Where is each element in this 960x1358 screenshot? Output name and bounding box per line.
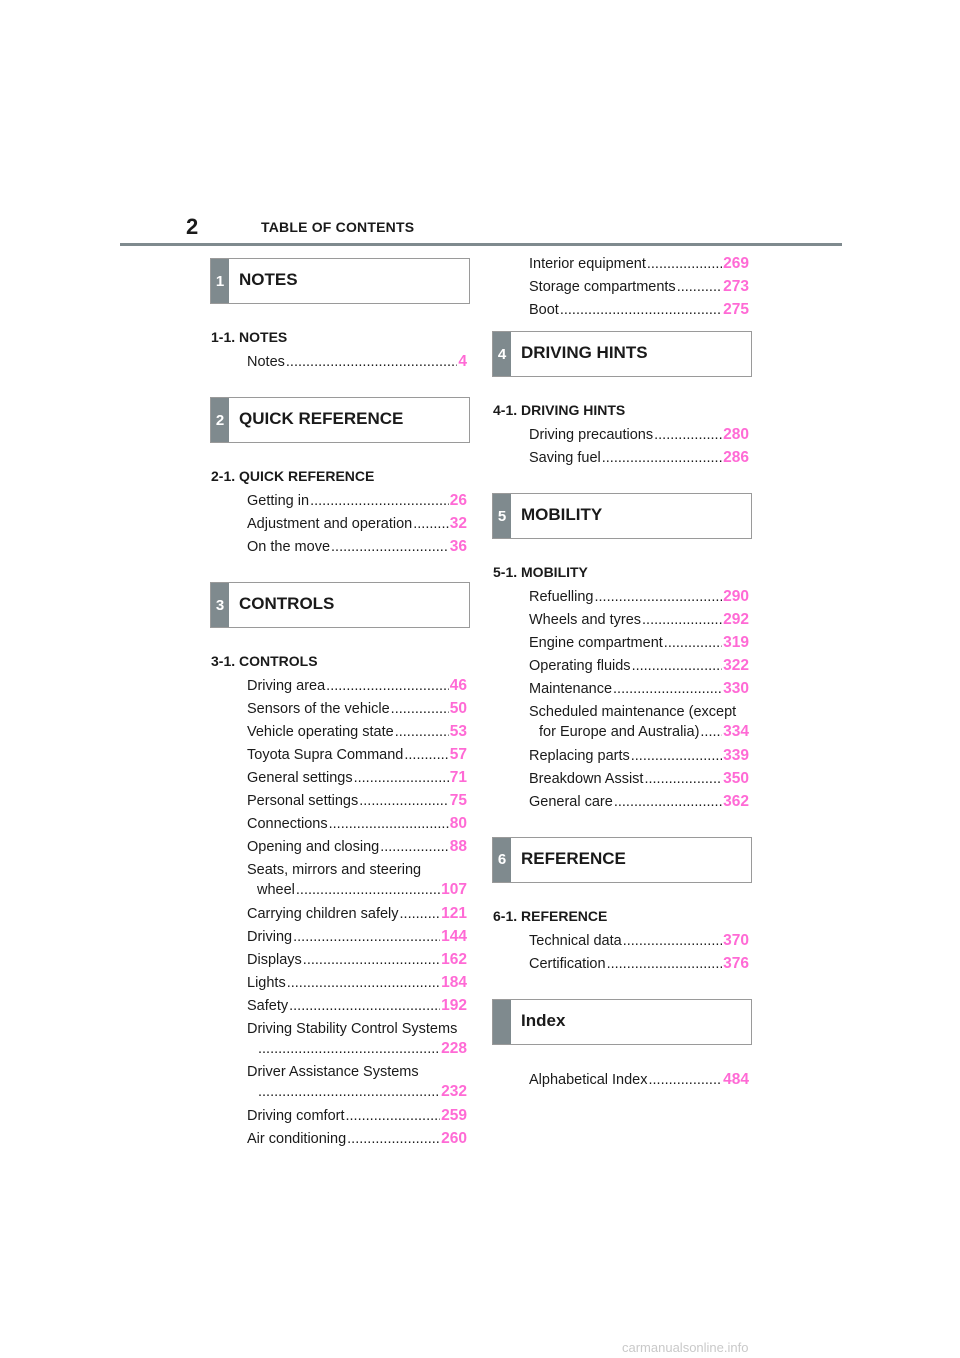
toc-entry-row <box>247 880 467 900</box>
toc-entry-row <box>247 973 467 993</box>
toc-entry-row <box>247 927 467 947</box>
toc-entry-row <box>529 448 749 468</box>
toc-page-link[interactable]: 370 <box>723 931 749 949</box>
toc-page-link[interactable]: 26 <box>449 492 467 509</box>
dot-leader <box>258 1082 440 1102</box>
toc-entry-label: Technical data <box>529 932 622 949</box>
section-title: DRIVING HINTS <box>521 343 648 362</box>
toc-entry-label: Getting in <box>247 493 310 509</box>
toc-page-link[interactable]: 290 <box>723 588 749 605</box>
toc-page-link[interactable]: 184 <box>441 973 467 991</box>
toc-page-link[interactable]: 260 <box>441 1129 467 1147</box>
toc-entry-label-cont: wheel <box>257 882 295 898</box>
toc-entry[interactable] <box>247 791 467 811</box>
section-box[interactable] <box>492 999 752 1045</box>
dot-leader <box>700 722 722 742</box>
toc-entry-row <box>247 768 467 788</box>
page-number: 2 <box>186 214 199 239</box>
toc-page-link[interactable]: 228 <box>441 1039 467 1057</box>
toc-entry-row <box>529 792 749 812</box>
toc-entry-label: Driving Stability Control Systems <box>247 1020 458 1037</box>
toc-page-link[interactable]: 53 <box>449 723 467 740</box>
section-tab: 3 <box>211 583 229 627</box>
toc-entry-row <box>247 676 467 696</box>
toc-entry-row <box>247 791 467 811</box>
toc-page-link[interactable]: 88 <box>449 838 467 855</box>
toc-entry-label: Air conditioning <box>247 1130 347 1147</box>
toc-entry-label: General care <box>529 793 613 810</box>
toc-entry[interactable] <box>529 633 749 653</box>
toc-entry-row <box>529 587 749 607</box>
toc-entry[interactable] <box>529 931 749 951</box>
toc-entry[interactable] <box>247 837 467 857</box>
toc-entry-row <box>529 679 749 699</box>
toc-page-link[interactable]: 339 <box>723 746 749 764</box>
toc-entry[interactable] <box>247 768 467 788</box>
toc-page-link[interactable]: 4 <box>458 353 467 370</box>
toc-page-link[interactable]: 322 <box>723 657 749 674</box>
section-title: REFERENCE <box>521 848 626 868</box>
toc-entry-row <box>247 352 467 372</box>
toc-page-link[interactable]: 362 <box>723 792 749 810</box>
toc-entry-label: General settings <box>247 770 353 786</box>
toc-page-link[interactable]: 269 <box>723 255 749 272</box>
toc-page-link[interactable]: 46 <box>449 677 467 694</box>
toc-entry[interactable] <box>529 769 749 789</box>
dot-leader <box>287 973 440 993</box>
page-title: TABLE OF CONTENTS <box>261 219 415 235</box>
toc-entry-row <box>247 745 467 765</box>
toc-page-link[interactable]: 376 <box>723 954 749 972</box>
toc-entry-row <box>247 814 467 834</box>
toc-entry[interactable] <box>529 254 749 274</box>
toc-page-link[interactable]: 144 <box>441 927 467 945</box>
toc-page-link[interactable]: 334 <box>723 723 749 740</box>
toc-entry[interactable] <box>529 679 749 699</box>
toc-entry-row <box>529 656 749 676</box>
toc-page-link[interactable]: 484 <box>723 1070 749 1088</box>
dot-leader <box>413 514 449 534</box>
toc-entry-label: Alphabetical Index <box>529 1071 648 1088</box>
section-title: Index <box>521 1010 566 1030</box>
toc-entry[interactable] <box>247 996 467 1016</box>
toc-entry[interactable] <box>529 1070 749 1090</box>
toc-page-link[interactable]: 162 <box>441 950 467 968</box>
toc-entry-label: Boot <box>529 302 559 318</box>
toc-entry-label: Sensors of the vehicle <box>247 701 390 717</box>
toc-entry[interactable] <box>529 746 749 766</box>
dot-leader <box>664 633 722 653</box>
toc-entry-row <box>247 950 467 970</box>
dot-leader <box>326 676 449 696</box>
section-title: CONTROLS <box>239 594 335 613</box>
toc-entry-label: Personal settings <box>247 793 359 809</box>
dot-leader <box>613 679 722 699</box>
toc-entry[interactable] <box>247 814 467 834</box>
toc-page-link[interactable]: 192 <box>441 996 467 1014</box>
dot-leader <box>286 352 457 372</box>
toc-entry-row <box>529 769 749 789</box>
toc-entry-row <box>247 1039 467 1059</box>
toc-page-link[interactable]: 292 <box>723 611 749 628</box>
toc-entry[interactable] <box>247 1019 467 1059</box>
toc-entry-row <box>247 996 467 1016</box>
section-title: NOTES <box>239 270 298 289</box>
toc-entry[interactable] <box>529 300 749 320</box>
toc-entry[interactable] <box>247 927 467 947</box>
dot-leader <box>289 996 440 1016</box>
toc-entry[interactable] <box>247 699 467 719</box>
toc-entry-row <box>247 1129 467 1149</box>
dot-leader <box>391 699 449 719</box>
toc-entry-row <box>529 746 749 766</box>
toc-entry-row <box>529 300 749 320</box>
toc-entry-label: Lights <box>247 974 286 991</box>
dot-leader <box>395 722 449 742</box>
dot-leader <box>631 746 722 766</box>
toc-entry-label: Interior equipment <box>529 256 646 272</box>
toc-page-link[interactable]: 232 <box>441 1083 467 1100</box>
dot-leader <box>677 277 722 297</box>
toc-page-link[interactable]: 121 <box>441 904 467 922</box>
toc-entry-label: Driving <box>247 928 293 945</box>
toc-entry[interactable] <box>247 352 467 372</box>
section-box[interactable] <box>492 493 752 539</box>
toc-entry-label: Adjustment and operation <box>247 516 413 532</box>
toc-entry[interactable] <box>247 860 467 900</box>
toc-entry-label: Maintenance <box>529 681 613 697</box>
toc-entry-label: Driving area <box>247 678 326 694</box>
dot-leader <box>331 537 449 557</box>
toc-entry-row <box>247 904 467 924</box>
toc-entry[interactable] <box>247 676 467 696</box>
toc-entry[interactable] <box>247 950 467 970</box>
toc-entry[interactable] <box>529 792 749 812</box>
toc-entry[interactable] <box>529 277 749 297</box>
toc-entry-label-cont: for Europe and Australia) <box>539 724 700 740</box>
section-box[interactable] <box>210 582 470 628</box>
toc-page-link[interactable]: 259 <box>441 1106 467 1124</box>
toc-entry-row <box>529 931 749 951</box>
toc-entry-label: Operating fluids <box>529 658 631 674</box>
toc-entry-label: Carrying children safely <box>247 905 399 922</box>
section-box[interactable] <box>210 258 470 304</box>
toc-entry-label: Displays <box>247 951 302 968</box>
toc-page-link[interactable]: 107 <box>441 881 467 898</box>
dot-leader <box>404 745 448 765</box>
toc-entry-row <box>247 837 467 857</box>
section-heading: 1-1. NOTES <box>211 329 288 345</box>
toc-page-link[interactable]: 57 <box>449 746 467 763</box>
toc-entry-row <box>247 1106 467 1126</box>
dot-leader <box>614 792 722 812</box>
toc-entry[interactable] <box>247 491 467 511</box>
toc-entry-label: Replacing parts <box>529 747 630 764</box>
toc-page-link[interactable]: 273 <box>723 278 749 295</box>
toc-entry[interactable] <box>529 656 749 676</box>
dot-leader <box>296 880 440 900</box>
toc-page-link[interactable]: 319 <box>723 634 749 651</box>
toc-entry-row <box>247 491 467 511</box>
toc-entry[interactable] <box>247 1062 467 1102</box>
toc-entry-label: Seats, mirrors and steering <box>247 862 422 878</box>
toc-entry[interactable] <box>247 973 467 993</box>
dot-leader <box>560 300 722 320</box>
toc-entry-label: Notes <box>247 354 285 370</box>
dot-leader <box>632 656 723 676</box>
dot-leader <box>354 768 449 788</box>
toc-entry-label: Driver Assistance Systems <box>247 1064 419 1080</box>
toc-page-link[interactable]: 75 <box>449 792 467 809</box>
toc-entry-label: Saving fuel <box>529 450 601 466</box>
toc-entry[interactable] <box>247 722 467 742</box>
toc-page-link[interactable]: 330 <box>723 680 749 697</box>
header-rule <box>120 243 842 246</box>
toc-entry[interactable] <box>529 425 749 445</box>
toc-entry-label: Refuelling <box>529 589 594 605</box>
toc-entry-label: On the move <box>247 539 331 555</box>
toc-page-link[interactable]: 350 <box>723 769 749 787</box>
section-box[interactable] <box>210 397 470 443</box>
section-title: QUICK REFERENCE <box>239 409 404 428</box>
toc-entry-row <box>247 722 467 742</box>
toc-page-link[interactable]: 280 <box>723 426 749 443</box>
toc-entry-label: Engine compartment <box>529 635 663 651</box>
section-heading: 3-1. CONTROLS <box>211 653 318 669</box>
toc-entry[interactable] <box>529 587 749 607</box>
dot-leader <box>293 927 440 947</box>
section-heading: 4-1. DRIVING HINTS <box>493 402 626 418</box>
section-title: MOBILITY <box>521 505 603 524</box>
toc-entry-label: Connections <box>247 816 328 832</box>
toc-entry-row <box>529 254 749 274</box>
dot-leader <box>644 769 722 789</box>
section-tab: 2 <box>211 398 229 442</box>
dot-leader <box>642 610 722 630</box>
section-box[interactable] <box>492 837 752 883</box>
toc-entry[interactable] <box>247 745 467 765</box>
section-tab: 1 <box>211 259 229 303</box>
toc-entry-label: Safety <box>247 997 289 1014</box>
toc-page-link[interactable]: 32 <box>449 515 467 532</box>
toc-entry-label: Certification <box>529 955 606 972</box>
section-heading: 6-1. REFERENCE <box>493 907 608 924</box>
toc-entry-label: Driving comfort <box>247 1107 345 1124</box>
dot-leader <box>329 814 449 834</box>
toc-entry[interactable] <box>247 904 467 924</box>
section-tab: 4 <box>493 332 511 376</box>
toc-entry[interactable] <box>529 448 749 468</box>
toc-entry[interactable] <box>247 1106 467 1126</box>
dot-leader <box>654 425 722 445</box>
toc-page-link[interactable]: 286 <box>723 449 749 466</box>
toc-entry[interactable] <box>247 514 467 534</box>
dot-leader <box>310 491 449 511</box>
toc-entry-label: Wheels and tyres <box>529 612 642 628</box>
toc-page-link[interactable]: 50 <box>449 700 467 717</box>
toc-entry[interactable] <box>247 1129 467 1149</box>
watermark: carmanualsonline.info <box>622 1340 749 1355</box>
toc-entry-label: Breakdown Assist <box>529 770 644 787</box>
section-box[interactable] <box>492 331 752 377</box>
toc-entry-label: Toyota Supra Command <box>247 747 404 763</box>
dot-leader <box>649 1070 723 1090</box>
toc-entry-row <box>529 425 749 445</box>
dot-leader <box>647 254 722 274</box>
toc-entry-row <box>247 1082 467 1102</box>
toc-page-link[interactable]: 36 <box>449 538 467 555</box>
toc-entry[interactable] <box>529 954 749 974</box>
toc-entry-row <box>529 633 749 653</box>
toc-entry-row <box>247 537 467 557</box>
toc-page-link[interactable]: 71 <box>449 769 467 786</box>
toc-entry-label: Driving precautions <box>529 427 654 443</box>
toc-page-link[interactable]: 80 <box>449 815 467 832</box>
toc-entry-label: Scheduled maintenance (except <box>529 704 737 720</box>
dot-leader <box>607 954 723 974</box>
section-heading: 5-1. MOBILITY <box>493 564 588 580</box>
toc-entry-label: Storage compartments <box>529 279 676 295</box>
dot-leader <box>400 904 441 924</box>
dot-leader <box>258 1039 440 1059</box>
toc-entry-row <box>529 954 749 974</box>
toc-entry-label: Vehicle operating state <box>247 724 394 740</box>
section-heading: 2-1. QUICK REFERENCE <box>211 468 375 484</box>
toc-entry-row <box>247 699 467 719</box>
toc-entry-row <box>529 722 749 742</box>
toc-entry[interactable] <box>529 610 749 630</box>
section-tab <box>493 1000 511 1044</box>
toc-entry[interactable] <box>529 702 749 742</box>
toc-entry[interactable] <box>247 537 467 557</box>
dot-leader <box>623 931 722 951</box>
dot-leader <box>595 587 723 607</box>
dot-leader <box>303 950 440 970</box>
toc-entry-row <box>529 1070 749 1090</box>
toc-entry-row <box>529 277 749 297</box>
dot-leader <box>359 791 449 811</box>
toc-entry-row <box>247 514 467 534</box>
toc-entry-label: Opening and closing <box>247 839 380 855</box>
section-tab: 6 <box>493 838 511 882</box>
toc-page-link[interactable]: 275 <box>723 301 749 318</box>
dot-leader <box>380 837 449 857</box>
dot-leader <box>346 1106 441 1126</box>
section-tab: 5 <box>493 494 511 538</box>
toc-entry-row <box>529 610 749 630</box>
dot-leader <box>347 1129 440 1149</box>
dot-leader <box>602 448 722 468</box>
